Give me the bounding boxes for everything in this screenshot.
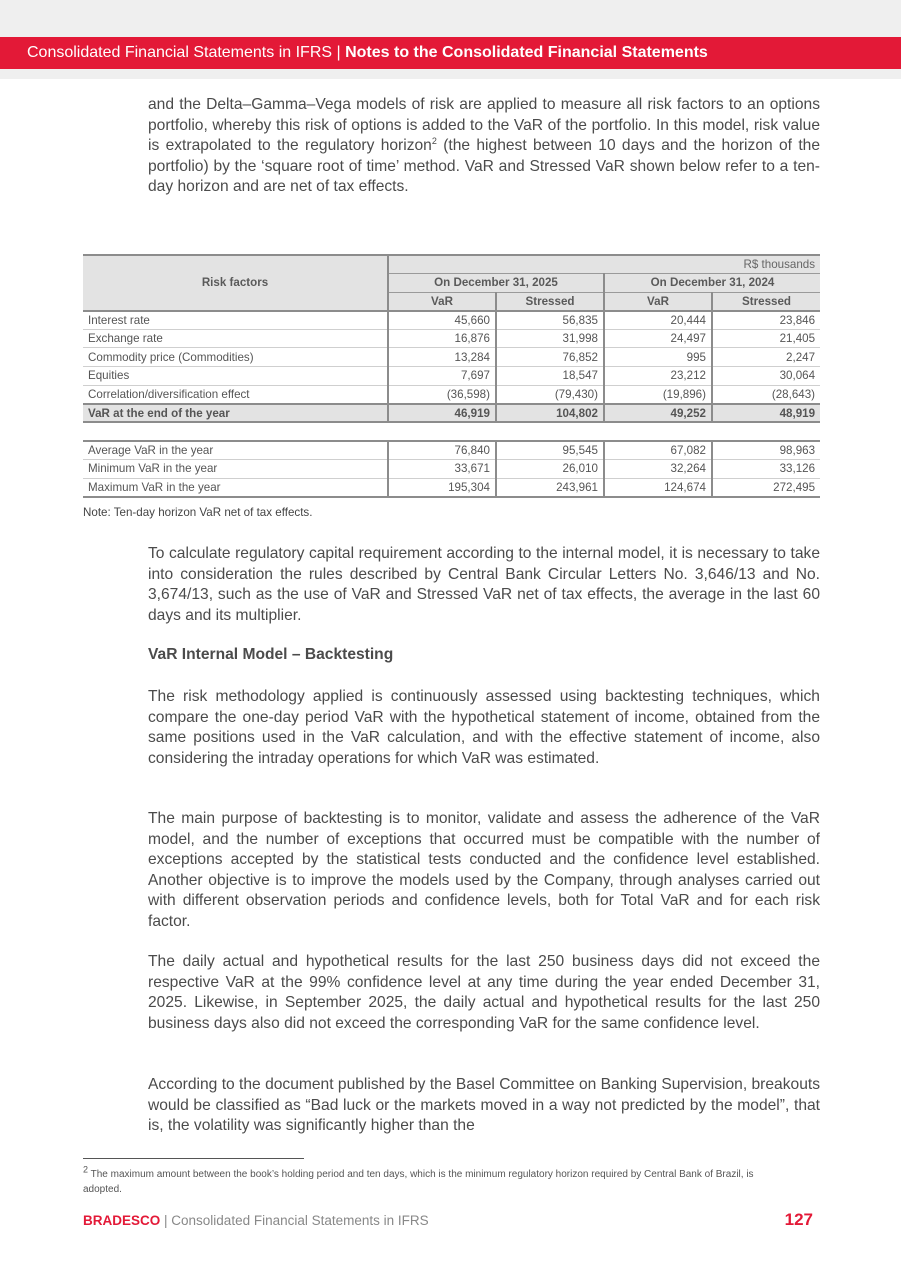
page-footer: BRADESCO | Consolidated Financial Statements in IFRS	[83, 1213, 429, 1228]
col-stressed-2024: Stressed	[712, 292, 820, 311]
table-row: Exchange rate 16,876 31,998 24,497 21,405	[83, 329, 820, 348]
page-header	[0, 37, 901, 69]
paragraph-purpose: The main purpose of backtesting is to monitor, validate and assess the adherence of the VaR model, and the number of exceptions that occurred must be compatible with the number of exceptions accepted by the statistical tests conducted and the confidence level established. Another objective is to improve the models used by the Company, through analyses carried out with different observation periods and confidence levels, both for Total VaR and for each risk factor.	[148, 810, 820, 930]
footnote: $^2$ The maximum amount between the book’s holding period and ten days, which is the minimum regulatory horizon required by Central Bank of Brazil, is adopted.	[83, 1164, 754, 1195]
stats-row: Maximum VaR in the year 195,304 243,961 124,674 272,495	[83, 478, 820, 497]
footnote-rule	[83, 1158, 304, 1159]
col-var-2025: VaR	[388, 292, 496, 311]
table-row: Correlation/diversification effect (36,598) (79,430) (19,896) (28,643)	[83, 385, 820, 404]
table-row: Equities 7,697 18,547 23,212 30,064	[83, 367, 820, 386]
top-strip	[0, 0, 901, 37]
total-row: VaR at the end of the year 46,919 104,802 49,252 48,919	[83, 404, 820, 423]
risk-factors-header: Risk factors	[83, 255, 388, 311]
paragraph-methodology: The risk methodology applied is continuously assessed using backtesting techniques, which compare the one-day period VaR with the hypothetical statement of income, obtained from the same positions used in the VaR calculation, and with the effective statement of income, also considering the intraday operations for which VaR was estimated.	[148, 688, 820, 767]
intro-paragraph: and the Delta–Gamma–Vega models of risk are applied to measure all risk factors to an options portfolio, whereby this risk of options is added to the VaR of the portfolio. In this model, risk value is extrapolated to the regulatory horizon$^2$ (the highest between 10 days and the horizon of the portfolio) by the ‘square root of time’ method. VaR and Stressed VaR shown below refer to a ten-day horizon and are net of tax effects.	[148, 96, 820, 196]
col-stressed-2025: Stressed	[496, 292, 604, 311]
table-row: Commodity price (Commodities) 13,284 76,852 995 2,247	[83, 348, 820, 367]
page-number: 127	[784, 1210, 813, 1229]
paragraph-capital: To calculate regulatory capital requirement according to the internal model, it is necessary to take into consideration the rules described by Central Bank Circular Letters No. 3,646/13 and No. 3,674/13, such as the use of VaR and Stressed VaR net of tax effects, the average in the last 60 days and its multiplier.	[148, 545, 820, 624]
period-header-2025: On December 31, 2025	[388, 274, 604, 293]
header-divider	[0, 69, 901, 79]
footer-title: Consolidated Financial Statements in IFRS	[171, 1213, 429, 1228]
table-note: Note: Ten-day horizon VaR net of tax effects.	[83, 506, 313, 519]
stats-row: Average VaR in the year 76,840 95,545 67,082 98,963	[83, 441, 820, 460]
col-var-2024: VaR	[604, 292, 712, 311]
stats-row: Minimum VaR in the year 33,671 26,010 32,264 33,126	[83, 460, 820, 479]
header-section-title: Notes to the Consolidated Financial Statements	[345, 44, 708, 61]
section-heading: VaR Internal Model – Backtesting	[148, 646, 394, 663]
paragraph-basel: According to the document published by the Basel Committee on Banking Supervision, breakouts would be classified as “Bad luck or the markets moved in a way not predicted by the model”, that is, the volatility was significantly higher than the	[148, 1076, 820, 1135]
period-header-2024: On December 31, 2024	[604, 274, 820, 293]
table-row: Interest rate 45,660 56,835 20,444 23,846	[83, 311, 820, 330]
brand-name: BRADESCO	[83, 1213, 161, 1228]
paragraph-results: The daily actual and hypothetical results for the last 250 business days did not exceed the respective VaR at the 99% confidence level at any time during the year ended December 31, 2025. Likewise, in September 2025, the daily actual and hypothetical results for the last 250 business days also did not exceed the corresponding VaR for the same confidence level.	[148, 953, 820, 1032]
var-table	[83, 254, 820, 498]
unit-label: R$ thousands	[388, 255, 820, 274]
header-title: Consolidated Financial Statements in IFRS |	[27, 44, 341, 61]
footnote-reference: 2	[431, 136, 437, 146]
